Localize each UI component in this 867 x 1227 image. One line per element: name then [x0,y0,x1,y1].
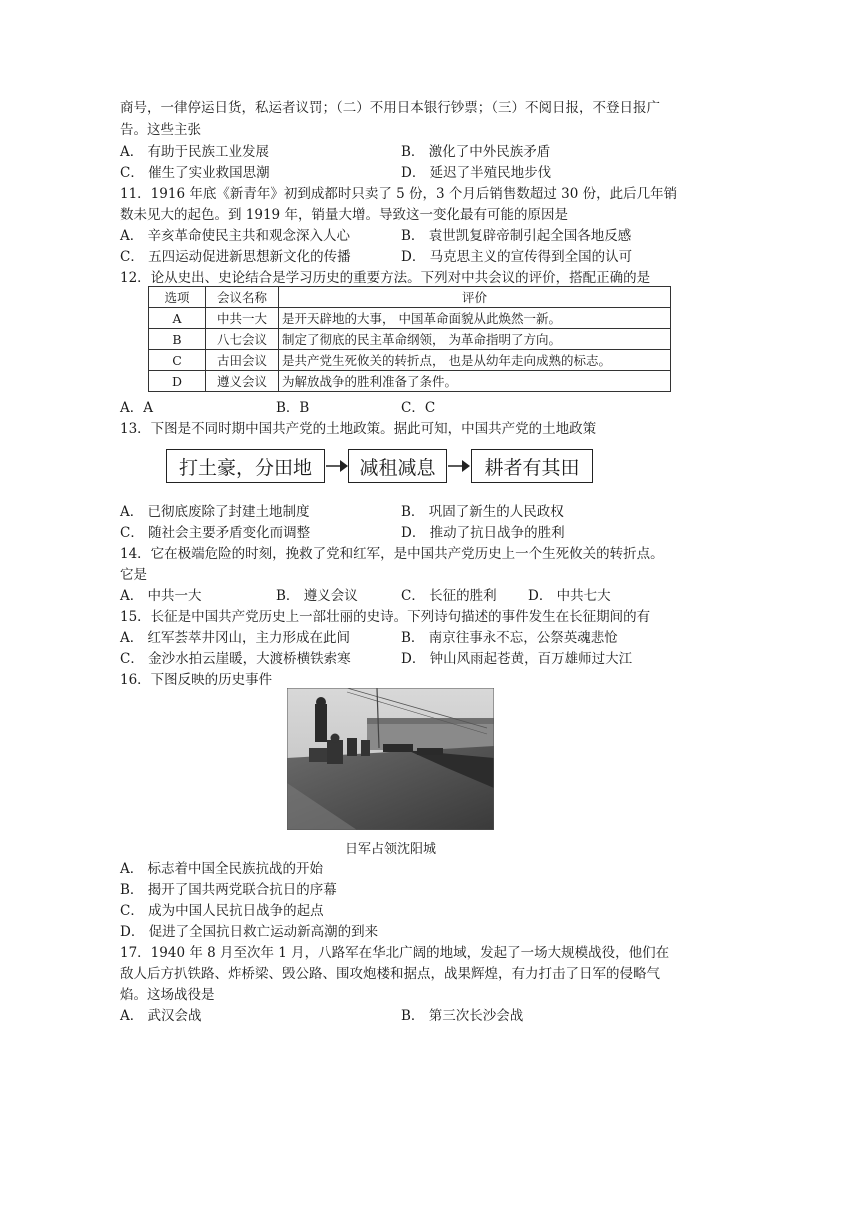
q11-stem-line2: 数未见大的起色。到 1919 年，销量大增。导致这一变化最有可能的原因是 [120,207,568,223]
table-cell: 八七会议 [206,329,279,350]
table-cell: 遵义会议 [206,371,279,392]
arrow-right-icon [326,457,348,475]
q11-option-a: A． 辛亥革命使民主共和观念深入人心 [120,228,351,244]
meeting-table [148,286,671,392]
table-cell: A [149,308,206,329]
q13-option-d: D． 推动了抗日战争的胜利 [401,525,565,541]
q15-option-d: D． 钟山风雨起苍黄，百万雄师过大江 [401,651,633,667]
q11-option-d: D． 马克思主义的宣传得到全国的认可 [401,249,633,265]
q14-option-d: D． 中共七大 [528,588,611,604]
q14-option-b: B． 遵义会议 [276,588,358,604]
table-header-row [149,287,671,308]
table-cell: 中共一大 [206,308,279,329]
table-cell: 古田会议 [206,350,279,371]
table-row [149,308,671,329]
q14-stem-line1: 14．它在极端危险的时刻，挽救了党和红军，是中国共产党历史上一个生死攸关的转折点。 [120,546,664,562]
table-cell: D [149,371,206,392]
table-cell: 是开天辟地的大事， 中国革命面貌从此焕然一新。 [279,308,671,329]
table-row [149,350,671,371]
table-row [149,329,671,350]
q17-option-a: A． 武汉会战 [120,1008,202,1024]
q11-option-b: B． 袁世凯复辟帝制引起全国各地反感 [401,228,632,244]
q10-option-b: B． 激化了中外民族矛盾 [401,144,551,160]
table-cell: C [149,350,206,371]
q13-option-b: B． 巩固了新生的人民政权 [401,504,564,520]
q14-option-a: A． 中共一大 [120,588,202,604]
q17-option-b: B． 第三次长沙会战 [401,1008,524,1024]
table-header-evaluation: 评价 [279,287,671,308]
q12-option-a: A．A [120,400,153,416]
arrow-right-icon [448,457,470,475]
q16-option-a: A． 标志着中国全民族抗战的开始 [120,861,324,877]
photo-caption: 日军占领沈阳城 [344,842,436,857]
q12-option-b: B．B [276,400,310,416]
q15-stem: 15．长征是中国共产党历史上一部壮丽的史诗。下列诗句描述的事件发生在长征期间的有 [120,609,651,625]
q11-stem-line1: 11．1916 年底《新青年》初到成都时只卖了 5 份，3 个月后销售数超过 30 份，此后几年销 [120,186,678,202]
q16-option-c: C． 成为中国人民抗日战争的起点 [120,903,324,919]
q17-stem-line2: 敌人后方扒铁路、炸桥梁、毁公路、围攻炮楼和据点，战果辉煌，有力打击了日军的侵略气 [120,966,660,982]
q14-option-c: C． 长征的胜利 [401,588,497,604]
q16-option-b: B． 揭开了国共两党联合抗日的序幕 [120,882,337,898]
q12-stem: 12．论从史出、史论结合是学习历史的重要方法。下列对中共会议的评价，搭配正确的是 [120,270,651,286]
table-cell: 制定了彻底的民主革命纲领， 为革命指明了方向。 [279,329,671,350]
flow-box-2: 减租减息 [348,449,447,483]
q10-stem-line2: 告。这些主张 [120,122,201,138]
historical-photo [287,688,494,830]
q10-option-a: A． 有助于民族工业发展 [120,144,270,160]
q13-option-a: A． 已彻底废除了封建土地制度 [120,504,310,520]
q15-option-c: C． 金沙水拍云崖暖，大渡桥横铁索寒 [120,651,351,667]
table-row [149,371,671,392]
q13-option-c: C． 随社会主要矛盾变化而调整 [120,525,311,541]
table-header-meeting: 会议名称 [206,287,279,308]
q10-stem-line1: 商号，一律停运日货，私运者议罚；（二）不用日本银行钞票；（三）不阅日报，不登日报广 [120,100,660,116]
q10-option-d: D． 延迟了半殖民地步伐 [401,165,552,181]
q13-stem: 13．下图是不同时期中国共产党的土地政策。据此可知，中国共产党的土地政策 [120,421,597,437]
table-cell: B [149,329,206,350]
table-header-option: 选项 [149,287,206,308]
q17-stem-line3: 焰。这场战役是 [120,987,215,1003]
q15-option-a: A． 红军荟萃井冈山，主力形成在此间 [120,630,351,646]
flow-box-1: 打土豪，分田地 [166,449,325,483]
q12-option-c: C．C [401,400,436,416]
q11-option-c: C． 五四运动促进新思想新文化的传播 [120,249,351,265]
q16-stem: 16．下图反映的历史事件 [120,672,273,688]
flow-box-3: 耕者有其田 [471,449,593,483]
q10-option-c: C． 催生了实业救国思潮 [120,165,270,181]
table-cell: 是共产党生死攸关的转折点， 也是从幼年走向成熟的标志。 [279,350,671,371]
q16-option-d: D． 促进了全国抗日救亡运动新高潮的到来 [120,924,379,940]
q17-stem-line1: 17．1940 年 8 月至次年 1 月，八路军在华北广阔的地域，发起了一场大规模战役，他们在 [120,945,670,961]
table-cell: 为解放战争的胜利准备了条件。 [279,371,671,392]
q14-stem-line2: 它是 [120,567,147,583]
q15-option-b: B． 南京往事永不忘，公祭英魂悲怆 [401,630,618,646]
